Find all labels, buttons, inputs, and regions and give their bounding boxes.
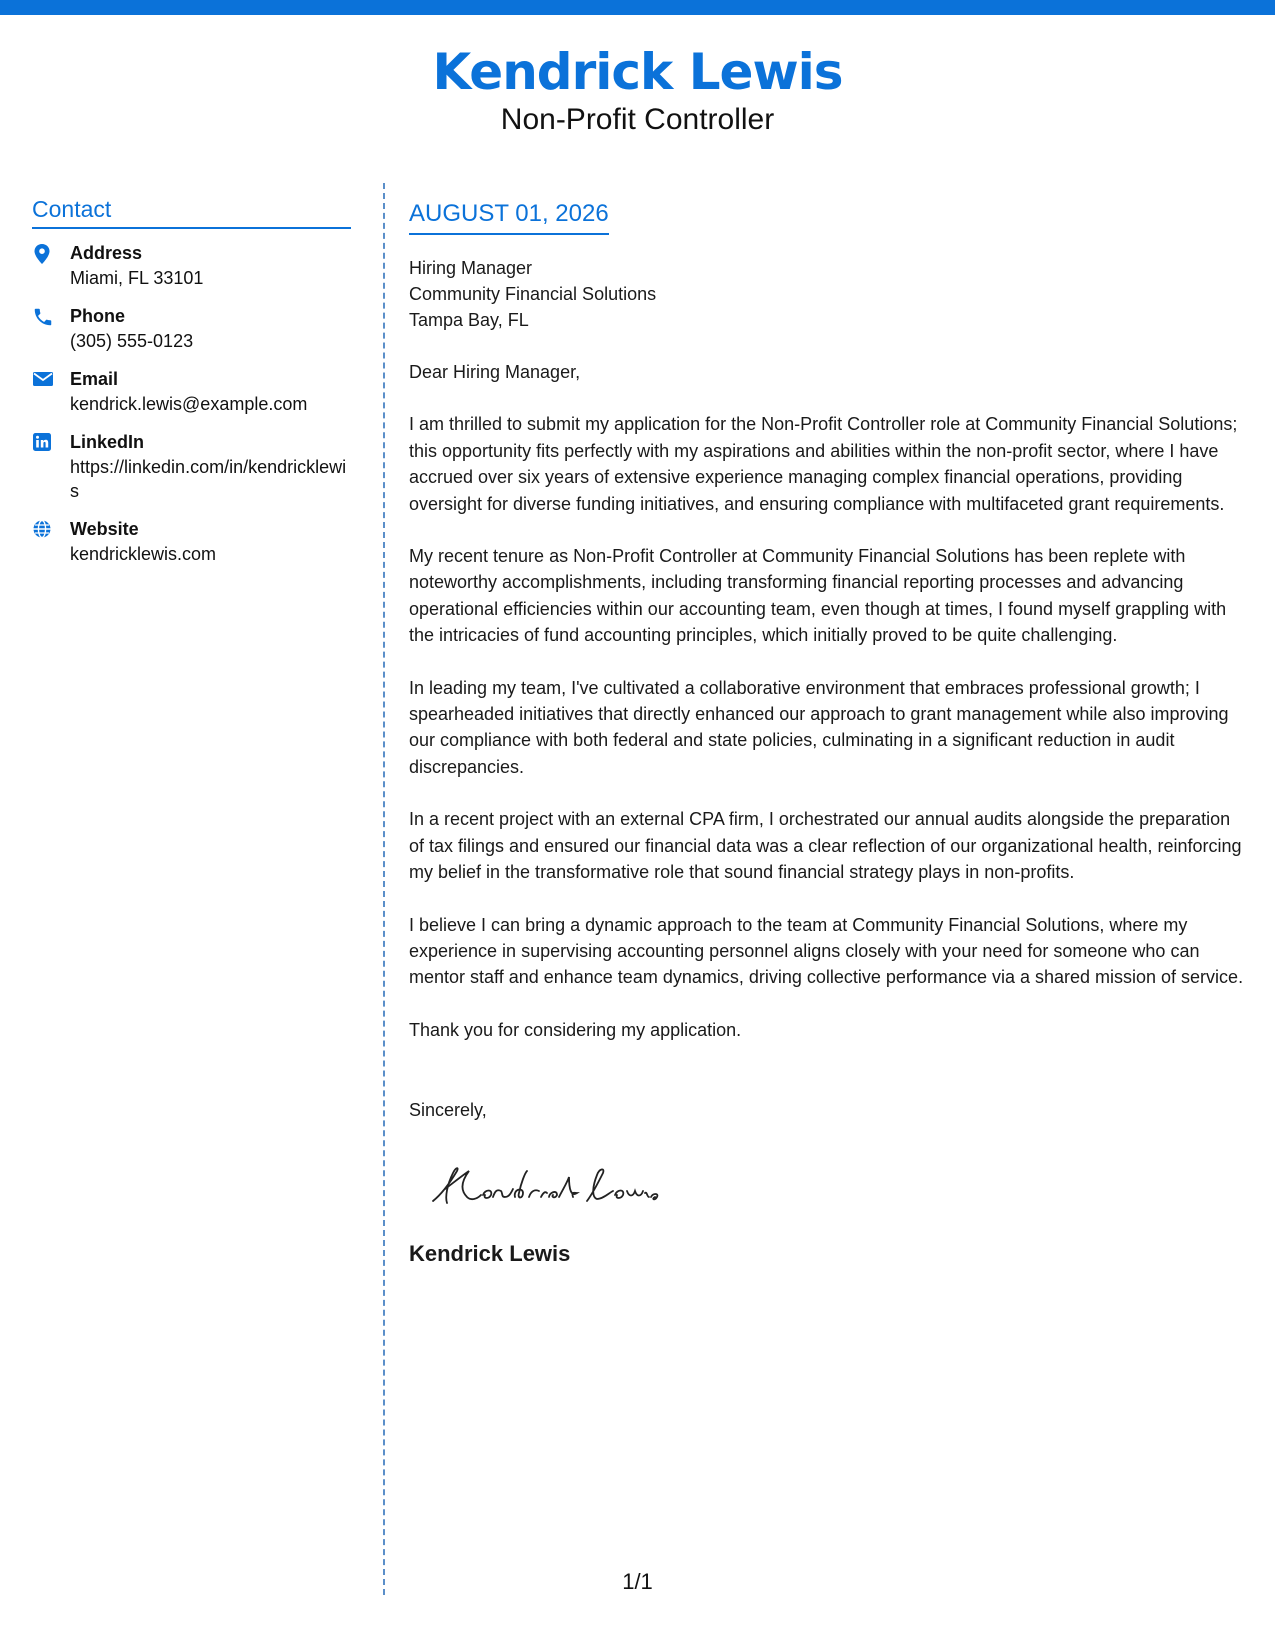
envelope-icon — [32, 367, 70, 416]
letter-date: AUGUST 01, 2026 — [409, 199, 609, 235]
website-link[interactable]: kendricklewis.com — [70, 544, 217, 564]
paragraph: In leading my team, I've cultivated a collaborative environment that embraces professional growth; I spearheaded initiatives that directly enhanced our approach to grant management while also improving our compliance with both federal and state policies, culminating in a significant reduction in audit discrepancies. — [409, 677, 1229, 777]
contact-label: Phone — [70, 306, 126, 326]
contact-heading: Contact — [32, 196, 351, 229]
signed-name: Kendrick Lewis — [409, 1241, 571, 1267]
contact-sidebar — [32, 196, 351, 580]
email-link[interactable]: kendrick.lewis@example.com — [70, 394, 308, 414]
paragraph: I believe I can bring a dynamic approach to the team at Community Financial Solutions, where my experience in supervising accounting personnel aligns closely with your need for someone who can mentor staff and enhance team dynamics, driving collective performance via a shared mission of service. — [409, 914, 1244, 988]
address-value: Miami, FL 33101 — [70, 268, 204, 288]
contact-label: Website — [70, 519, 139, 539]
paragraph: My recent tenure as Non-Profit Controller at Community Financial Solutions has been replete with noteworthy accomplishments, including transforming financial reporting processes and advancing operational efficiencies within our accounting team, even though at times, I found myself grappling with the intricacies of fund accounting principles, which initially proved to be quite challenging. — [409, 546, 1227, 646]
top-accent-bar — [0, 0, 1275, 15]
paragraph: In a recent project with an external CPA firm, I orchestrated our annual audits alongside the preparation of tax filings and ensured our financial data was a clear reflection of our organizational health, reinforcing my belief in the transformative role that sound financial strategy plays in non-profits. — [409, 809, 1242, 883]
contact-item-email — [32, 367, 351, 416]
letter-body — [409, 199, 1249, 1268]
linkedin-link[interactable]: https://linkedin.com/in/kendricklewis — [70, 457, 347, 501]
job-title: Non-Profit Controller — [500, 103, 775, 136]
recipient-line: Tampa Bay, FL — [409, 310, 529, 330]
linkedin-icon — [32, 430, 70, 503]
phone-icon — [32, 304, 70, 353]
map-pin-icon — [32, 241, 70, 290]
contact-label: LinkedIn — [70, 432, 145, 452]
recipient-line: Hiring Manager — [409, 258, 533, 278]
salutation: Dear Hiring Manager, — [409, 362, 581, 382]
contact-label: Address — [70, 243, 143, 263]
page-number: 1/1 — [622, 1569, 653, 1594]
recipient-block — [409, 255, 1249, 333]
phone-value: (305) 555-0123 — [70, 331, 194, 351]
recipient-line: Community Financial Solutions — [409, 284, 657, 304]
signature-image — [423, 1153, 663, 1223]
contact-list — [32, 241, 351, 566]
column-divider — [383, 183, 385, 1595]
contact-item-address — [32, 241, 351, 290]
contact-item-website — [32, 517, 351, 566]
page-header — [0, 42, 1275, 138]
contact-label: Email — [70, 369, 119, 389]
paragraph: Thank you for considering my application. — [409, 1019, 742, 1040]
paragraph: I am thrilled to submit my application for the Non-Profit Controller role at Community Financial Solutions; this opportunity fits perfectly with my aspirations and abilities within the non-profit sector, where I have accrued over six years of extensive experience managing complex financial operations, providing oversight for diverse funding initiatives, and ensuring compliance with multifaceted grant requirements. — [409, 414, 1238, 514]
contact-item-phone — [32, 304, 351, 353]
closing: Sincerely, — [409, 1100, 487, 1121]
globe-icon — [32, 517, 70, 566]
applicant-name: Kendrick Lewis — [432, 43, 843, 101]
contact-item-linkedin — [32, 430, 351, 503]
